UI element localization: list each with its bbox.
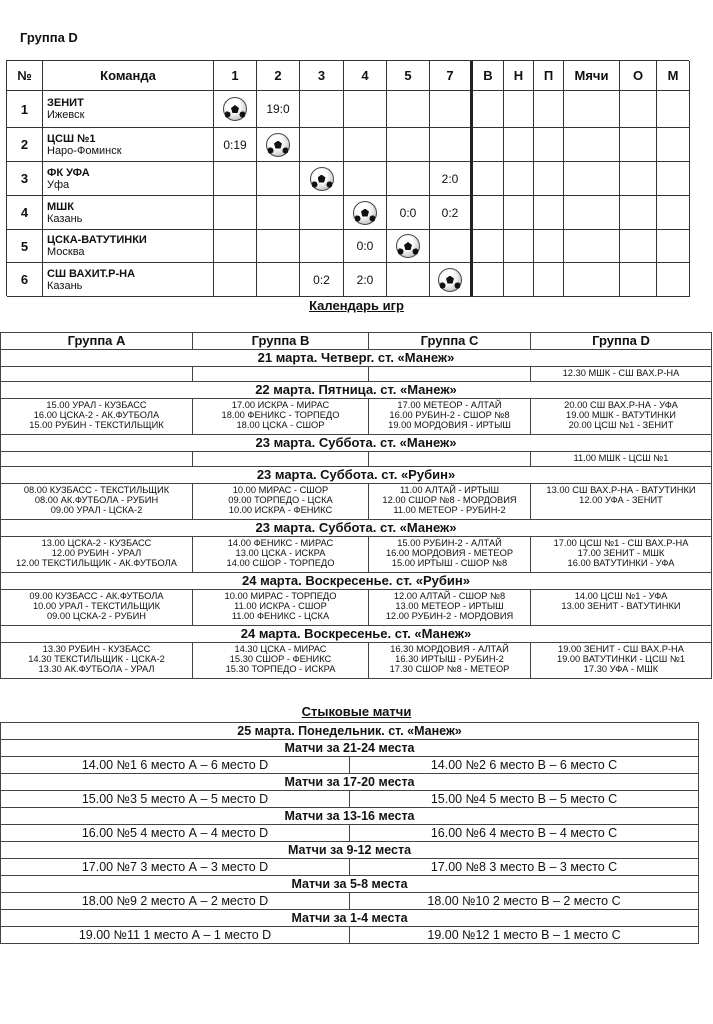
standings-header-cell: 3 (300, 61, 344, 91)
soccer-ball-icon (396, 234, 420, 258)
result-cell (344, 91, 387, 128)
stat-cell (620, 230, 657, 263)
stat-cell (564, 196, 620, 230)
match-entry: 10.00 МИРАС - ТОРПЕДО (224, 591, 337, 601)
match-entry: 14.30 ЦСКА - МИРАС (234, 644, 327, 654)
match-entry: 12.00 ТЕКСТИЛЬЩИК - АК.ФУТБОЛА (16, 558, 177, 568)
group-title: Группа D (20, 30, 78, 45)
playoff-match: 14.00 №1 6 место А – 6 место D (1, 757, 350, 774)
standings-header-cell: П (534, 61, 564, 91)
match-entry: 16.30 МОРДОВИЯ - АЛТАЙ (390, 644, 509, 654)
result-cell: 0:2 (300, 263, 344, 297)
result-cell (257, 196, 300, 230)
soccer-ball-icon (310, 167, 334, 191)
result-cell (257, 230, 300, 263)
team-name: ЗЕНИТ (47, 97, 84, 109)
calendar-games-cell (369, 643, 531, 679)
result-cell-self (214, 91, 257, 128)
playoff-round-label: Матчи за 1-4 места (1, 910, 699, 927)
match-entry: 12.00 УФА - ЗЕНИТ (579, 495, 663, 505)
calendar-games-cell (193, 643, 369, 679)
stat-cell (620, 196, 657, 230)
calendar-games-cell (1, 367, 193, 382)
playoff-match: 15.00 №3 5 место А – 5 место D (1, 791, 350, 808)
stat-cell (504, 91, 534, 128)
result-cell (430, 230, 473, 263)
team-cell (43, 263, 214, 297)
calendar-table (0, 332, 712, 679)
stat-cell (657, 128, 690, 162)
result-cell (300, 230, 344, 263)
match-entry: 17.00 ЦСШ №1 - СШ ВАХ.Р-НА (553, 538, 689, 548)
playoff-round-label: Матчи за 13-16 места (1, 808, 699, 825)
team-city: Москва (47, 246, 85, 258)
result-cell (214, 263, 257, 297)
result-cell (257, 263, 300, 297)
stat-cell (620, 91, 657, 128)
soccer-ball-icon (266, 133, 290, 157)
team-number: 1 (7, 91, 43, 128)
playoff-round-label: Матчи за 17-20 места (1, 774, 699, 791)
result-cell: 0:0 (344, 230, 387, 263)
match-entry: 11.00 МЕТЕОР - РУБИН-2 (393, 505, 506, 515)
calendar-games-cell (193, 537, 369, 573)
team-name: ЦСШ №1 (47, 132, 96, 145)
playoff-match: 19.00 №11 1 место А – 1 место D (1, 927, 350, 944)
calendar-group-header: Группа A (1, 333, 193, 350)
match-entry: 13.00 МЕТЕОР - ИРТЫШ (395, 601, 504, 611)
calendar-games-cell (193, 399, 369, 435)
calendar-games-cell (369, 399, 531, 435)
soccer-ball-icon (223, 97, 247, 121)
playoff-round-label: Матчи за 9-12 места (1, 842, 699, 859)
calendar-group-header: Группа C (369, 333, 531, 350)
match-entry: 20.00 ЦСШ №1 - ЗЕНИТ (568, 420, 674, 430)
calendar-date-row: 23 марта. Суббота. ст. «Манеж» (1, 520, 712, 537)
team-city: Казань (47, 212, 83, 225)
match-entry: 15.30 ТОРПЕДО - ИСКРА (225, 664, 336, 674)
calendar-date-row: 23 марта. Суббота. ст. «Рубин» (1, 467, 712, 484)
match-entry: 15.00 РУБИН-2 - АЛТАЙ (397, 538, 502, 548)
match-entry: 12.00 РУБИН-2 - МОРДОВИЯ (385, 611, 514, 621)
match-entry: 19.00 МШК - ВАТУТИНКИ (566, 410, 676, 420)
calendar-date-row: 22 марта. Пятница. ст. «Манеж» (1, 382, 712, 399)
match-entry: 11.00 МШК - ЦСШ №1 (573, 453, 669, 463)
stat-cell (564, 263, 620, 297)
result-cell (387, 91, 430, 128)
playoff-match: 18.00 №10 2 место В – 2 место С (350, 893, 699, 910)
stat-cell (504, 128, 534, 162)
calendar-games-cell (1, 537, 193, 573)
match-entry: 19.00 ВАТУТИНКИ - ЦСШ №1 (556, 654, 686, 664)
match-entry: 12.00 АЛТАЙ - СШОР №8 (393, 591, 506, 601)
playoffs-table (0, 722, 699, 944)
match-entry: 08.00 КУЗБАСС - ТЕКСТИЛЬЩИК (23, 485, 170, 495)
standings-header-cell: № (7, 61, 43, 91)
standings-header-cell: В (473, 61, 504, 91)
stat-cell (620, 162, 657, 196)
standings-header-cell: Мячи (564, 61, 620, 91)
calendar-games-cell (369, 367, 531, 382)
stat-cell (657, 263, 690, 297)
result-cell (214, 230, 257, 263)
match-entry: 09.00 УРАЛ - ЦСКА-2 (50, 505, 143, 515)
match-entry: 14.00 ЦСШ №1 - УФА (574, 591, 668, 601)
team-cell (43, 196, 214, 230)
calendar-games-cell (193, 367, 369, 382)
match-entry: 20.00 СШ ВАХ.Р-НА - УФА (564, 400, 678, 410)
result-cell-self (300, 162, 344, 196)
calendar-group-header: Группа B (193, 333, 369, 350)
stat-cell (504, 230, 534, 263)
calendar-games-cell (531, 643, 712, 679)
calendar-games-cell (193, 452, 369, 467)
match-entry: 11.00 ИСКРА - СШОР (234, 601, 327, 611)
stat-cell (473, 230, 504, 263)
match-entry: 13.00 СШ ВАХ.Р-НА - ВАТУТИНКИ (546, 485, 696, 495)
playoff-match: 14.00 №2 6 место В – 6 место С (350, 757, 699, 774)
match-entry: 16.00 ВАТУТИНКИ - УФА (567, 558, 675, 568)
match-entry: 17.30 СШОР №8 - МЕТЕОР (389, 664, 510, 674)
result-cell (387, 263, 430, 297)
standings-header-cell: Н (504, 61, 534, 91)
playoff-match: 19.00 №12 1 место В – 1 место С (350, 927, 699, 944)
match-entry: 16.00 МОРДОВИЯ - МЕТЕОР (385, 548, 514, 558)
stat-cell (534, 230, 564, 263)
calendar-games-cell (369, 452, 531, 467)
team-number: 5 (7, 230, 43, 263)
calendar-games-cell (531, 484, 712, 520)
calendar-title: Календарь игр (309, 298, 404, 313)
calendar-group-header: Группа D (531, 333, 712, 350)
calendar-games-cell (369, 484, 531, 520)
match-entry: 10.00 МИРАС - СШОР (232, 485, 329, 495)
calendar-games-cell (369, 590, 531, 626)
playoff-match: 15.00 №4 5 место В – 5 место С (350, 791, 699, 808)
result-cell: 2:0 (430, 162, 473, 196)
team-city: Казань (47, 279, 83, 292)
team-number: 3 (7, 162, 43, 196)
standings-table (6, 60, 689, 296)
team-cell (43, 91, 214, 128)
match-entry: 15.00 УРАЛ - КУЗБАСС (46, 400, 147, 410)
result-cell (430, 128, 473, 162)
result-cell (300, 128, 344, 162)
match-entry: 11.00 ФЕНИКС - ЦСКА (231, 611, 330, 621)
team-name: МШК (47, 200, 74, 213)
stat-cell (473, 263, 504, 297)
calendar-games-cell (1, 484, 193, 520)
team-city: Уфа (47, 178, 70, 191)
match-entry: 17.00 МЕТЕОР - АЛТАЙ (397, 400, 502, 410)
team-name: ФК УФА (47, 166, 90, 179)
calendar-games-cell (193, 590, 369, 626)
result-cell-self (344, 196, 387, 230)
calendar-games-cell (531, 537, 712, 573)
result-cell-self (430, 263, 473, 297)
match-entry: 15.30 СШОР - ФЕНИКС (229, 654, 332, 664)
match-entry: 12.30 МШК - СШ ВАХ.Р-НА (562, 368, 680, 378)
calendar-games-cell (531, 367, 712, 382)
result-cell (344, 128, 387, 162)
match-entry: 14.30 ТЕКСТИЛЬЩИК - ЦСКА-2 (28, 654, 165, 664)
match-entry: 12.00 РУБИН - УРАЛ (51, 548, 142, 558)
playoff-round-label: Матчи за 21-24 места (1, 740, 699, 757)
team-name: СШ ВАХИТ.Р-НА (47, 267, 136, 280)
result-cell (430, 91, 473, 128)
match-entry: 16.00 РУБИН-2 - СШОР №8 (389, 410, 510, 420)
team-number: 2 (7, 128, 43, 162)
result-cell (387, 128, 430, 162)
result-cell: 0:19 (214, 128, 257, 162)
calendar-games-cell (193, 484, 369, 520)
stat-cell (620, 128, 657, 162)
calendar-games-cell (1, 643, 193, 679)
standings-header-cell: 4 (344, 61, 387, 91)
playoff-match: 18.00 №9 2 место А – 2 место D (1, 893, 350, 910)
match-entry: 19.00 ЗЕНИТ - СШ ВАХ.Р-НА (558, 644, 684, 654)
stat-cell (473, 162, 504, 196)
match-entry: 16.00 ЦСКА-2 - АК.ФУТБОЛА (33, 410, 160, 420)
calendar-date-row: 23 марта. Суббота. ст. «Манеж» (1, 435, 712, 452)
match-entry: 09.00 ЦСКА-2 - РУБИН (47, 611, 146, 621)
result-cell: 19:0 (257, 91, 300, 128)
standings-header-cell: Команда (43, 61, 214, 91)
stat-cell (564, 162, 620, 196)
stat-cell (534, 91, 564, 128)
match-entry: 12.00 СШОР №8 - МОРДОВИЯ (382, 495, 517, 505)
stat-cell (534, 162, 564, 196)
standings-header-cell: О (620, 61, 657, 91)
match-entry: 17.00 ЗЕНИТ - МШК (577, 548, 665, 558)
result-cell (214, 196, 257, 230)
stat-cell (534, 263, 564, 297)
calendar-games-cell (1, 452, 193, 467)
match-entry: 16.30 ИРТЫШ - РУБИН-2 (395, 654, 504, 664)
match-entry: 13.00 ЦСКА-2 - КУЗБАСС (41, 538, 152, 548)
team-city: Ижевск (47, 109, 85, 121)
standings-header-cell: 2 (257, 61, 300, 91)
match-entry: 19.00 МОРДОВИЯ - ИРТЫШ (388, 420, 511, 430)
calendar-games-cell (531, 590, 712, 626)
playoff-match: 17.00 №7 3 место А – 3 место D (1, 859, 350, 876)
soccer-ball-icon (353, 201, 377, 225)
calendar-date-row: 24 марта. Воскресенье. ст. «Рубин» (1, 573, 712, 590)
standings-header-cell: 5 (387, 61, 430, 91)
result-cell-self (387, 230, 430, 263)
match-entry: 08.00 АК.ФУТБОЛА - РУБИН (34, 495, 159, 505)
result-cell (257, 162, 300, 196)
calendar-games-cell (531, 452, 712, 467)
team-name: ЦСКА-ВАТУТИНКИ (47, 234, 147, 246)
playoff-match: 17.00 №8 3 место В – 3 место С (350, 859, 699, 876)
result-cell: 0:0 (387, 196, 430, 230)
stat-cell (473, 196, 504, 230)
match-entry: 10.00 УРАЛ - ТЕКСТИЛЬЩИК (32, 601, 161, 611)
calendar-games-cell (531, 399, 712, 435)
result-cell (387, 162, 430, 196)
match-entry: 17.30 УФА - МШК (583, 664, 659, 674)
calendar-games-cell (1, 399, 193, 435)
playoffs-title: Стыковые матчи (301, 704, 412, 719)
stat-cell (564, 91, 620, 128)
match-entry: 13.00 ЦСКА - ИСКРА (235, 548, 326, 558)
stat-cell (620, 263, 657, 297)
match-entry: 14.00 ФЕНИКС - МИРАС (227, 538, 334, 548)
result-cell (300, 196, 344, 230)
team-city: Наро-Фоминск (47, 144, 122, 157)
standings-header-cell: 1 (214, 61, 257, 91)
match-entry: 14.00 СШОР - ТОРПЕДО (226, 558, 335, 568)
result-cell: 2:0 (344, 263, 387, 297)
result-cell-self (257, 128, 300, 162)
stat-cell (657, 196, 690, 230)
match-entry: 18.00 ФЕНИКС - ТОРПЕДО (221, 410, 340, 420)
stat-cell (504, 263, 534, 297)
playoff-match: 16.00 №5 4 место А – 4 место D (1, 825, 350, 842)
result-cell (300, 91, 344, 128)
match-entry: 15.00 РУБИН - ТЕКСТИЛЬЩИК (29, 420, 164, 430)
playoff-round-label: Матчи за 5-8 места (1, 876, 699, 893)
stat-cell (657, 91, 690, 128)
stat-cell (657, 162, 690, 196)
result-cell (214, 162, 257, 196)
calendar-games-cell (1, 590, 193, 626)
match-entry: 17.00 ИСКРА - МИРАС (231, 400, 330, 410)
playoffs-date: 25 марта. Понедельник. ст. «Манеж» (1, 723, 699, 740)
match-entry: 13.30 АК.ФУТБОЛА - УРАЛ (38, 664, 155, 674)
team-number: 4 (7, 196, 43, 230)
result-cell: 0:2 (430, 196, 473, 230)
match-entry: 13.00 ЗЕНИТ - ВАТУТИНКИ (561, 601, 681, 611)
match-entry: 10.00 ИСКРА - ФЕНИКС (228, 505, 333, 515)
stat-cell (534, 196, 564, 230)
playoff-match: 16.00 №6 4 место В – 4 место С (350, 825, 699, 842)
calendar-date-row: 24 марта. Воскресенье. ст. «Манеж» (1, 626, 712, 643)
match-entry: 18.00 ЦСКА - СШОР (236, 420, 325, 430)
stat-cell (473, 91, 504, 128)
stat-cell (504, 196, 534, 230)
match-entry: 11.00 АЛТАЙ - ИРТЫШ (399, 485, 500, 495)
stat-cell (564, 128, 620, 162)
team-number: 6 (7, 263, 43, 297)
team-cell (43, 162, 214, 196)
stat-cell (657, 230, 690, 263)
team-cell (43, 230, 214, 263)
stat-cell (534, 128, 564, 162)
stat-cell (564, 230, 620, 263)
match-entry: 13.30 РУБИН - КУЗБАСС (42, 644, 151, 654)
calendar-date-row: 21 марта. Четверг. ст. «Манеж» (1, 350, 712, 367)
soccer-ball-icon (438, 268, 462, 292)
match-entry: 09.00 ТОРПЕДО - ЦСКА (228, 495, 333, 505)
standings-header-cell: 7 (430, 61, 473, 91)
stat-cell (473, 128, 504, 162)
team-cell (43, 128, 214, 162)
match-entry: 15.00 ИРТЫШ - СШОР №8 (391, 558, 508, 568)
match-entry: 09.00 КУЗБАСС - АК.ФУТБОЛА (29, 591, 164, 601)
standings-header-cell: М (657, 61, 690, 91)
calendar-games-cell (369, 537, 531, 573)
result-cell (344, 162, 387, 196)
stat-cell (504, 162, 534, 196)
